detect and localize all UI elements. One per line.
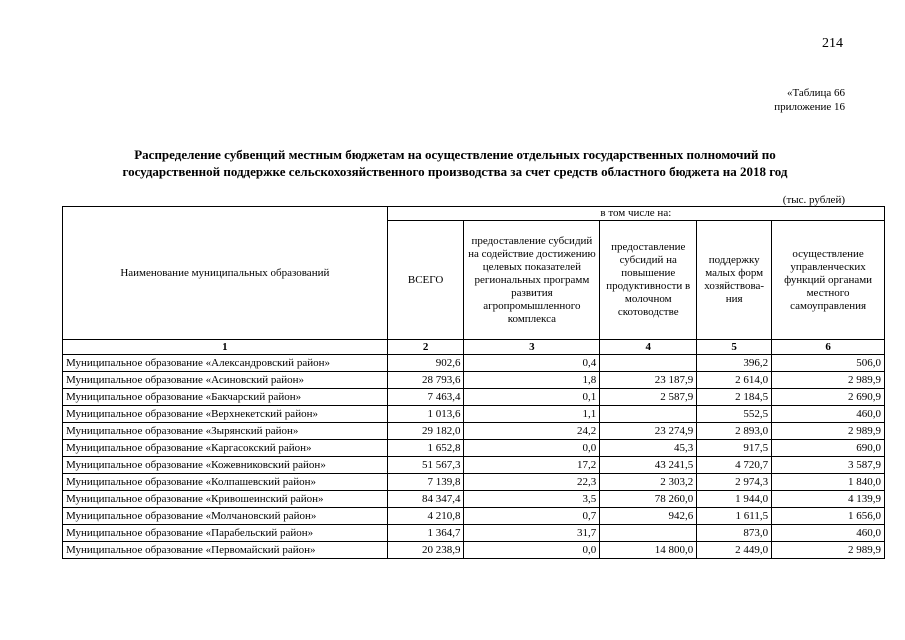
row-col3: 17,2 — [464, 457, 600, 474]
table-row — [63, 355, 885, 372]
document-title-line2: государственной поддержке сельскохозяйственного производства за счет средств областного бюджета на 2018 год — [122, 164, 788, 179]
row-col6: 4 139,9 — [772, 491, 885, 508]
row-name: Муниципальное образование «Верхнекетский район» — [63, 406, 388, 423]
row-name: Муниципальное образование «Первомайский район» — [63, 542, 388, 559]
header-including: в том числе на: — [387, 207, 884, 221]
row-col5: 2 893,0 — [697, 423, 772, 440]
row-col3: 0,0 — [464, 440, 600, 457]
header-col6: осуществление управленческих функций органами местного самоуправления — [772, 221, 885, 340]
row-name: Муниципальное образование «Александровский район» — [63, 355, 388, 372]
row-col3: 1,8 — [464, 372, 600, 389]
row-col3: 24,2 — [464, 423, 600, 440]
header-col4: предоставление субсидий на повышение продуктивности в молочном скотоводстве — [600, 221, 697, 340]
row-col4: 14 800,0 — [600, 542, 697, 559]
row-col5: 2 449,0 — [697, 542, 772, 559]
row-total: 20 238,9 — [387, 542, 464, 559]
col-number-4: 4 — [600, 340, 697, 355]
units-label: (тыс. рублей) — [782, 194, 845, 206]
row-col5: 396,2 — [697, 355, 772, 372]
table-row — [63, 406, 885, 423]
row-col3: 31,7 — [464, 525, 600, 542]
row-col4: 23 187,9 — [600, 372, 697, 389]
row-col4: 942,6 — [600, 508, 697, 525]
row-name: Муниципальное образование «Колпашевский район» — [63, 474, 388, 491]
document-title — [60, 146, 850, 180]
row-col3: 0,7 — [464, 508, 600, 525]
row-name: Муниципальное образование «Молчановский район» — [63, 508, 388, 525]
row-col4: 43 241,5 — [600, 457, 697, 474]
row-col5: 1 611,5 — [697, 508, 772, 525]
table-row — [63, 508, 885, 525]
col-number-6: 6 — [772, 340, 885, 355]
row-col5: 1 944,0 — [697, 491, 772, 508]
row-total: 7 463,4 — [387, 389, 464, 406]
row-col6: 2 690,9 — [772, 389, 885, 406]
row-col5: 2 974,3 — [697, 474, 772, 491]
row-col5: 2 614,0 — [697, 372, 772, 389]
row-col3: 0,4 — [464, 355, 600, 372]
row-name: Муниципальное образование «Асиновский район» — [63, 372, 388, 389]
row-col6: 506,0 — [772, 355, 885, 372]
header-name: Наименование муниципальных образований — [63, 207, 388, 340]
row-col6: 460,0 — [772, 406, 885, 423]
row-name: Муниципальное образование «Бакчарский район» — [63, 389, 388, 406]
row-total: 28 793,6 — [387, 372, 464, 389]
row-col5: 917,5 — [697, 440, 772, 457]
table-row — [63, 491, 885, 508]
row-col3: 3,5 — [464, 491, 600, 508]
table-row — [63, 423, 885, 440]
table-row — [63, 542, 885, 559]
row-col6: 2 989,9 — [772, 372, 885, 389]
table-row — [63, 372, 885, 389]
table-row — [63, 389, 885, 406]
table-reference — [774, 86, 845, 114]
table-row — [63, 457, 885, 474]
row-col4 — [600, 406, 697, 423]
row-total: 84 347,4 — [387, 491, 464, 508]
row-col3: 1,1 — [464, 406, 600, 423]
header-total: ВСЕГО — [387, 221, 464, 340]
row-name: Муниципальное образование «Кривошеинский район» — [63, 491, 388, 508]
table-reference-line1: «Таблица 66 — [786, 87, 845, 99]
row-col3: 0,0 — [464, 542, 600, 559]
row-col4: 78 260,0 — [600, 491, 697, 508]
row-total: 902,6 — [387, 355, 464, 372]
header-col3: предоставление субсидий на содействие достижению целевых показателей региональных программ развития агропромышленного комплекса — [464, 221, 600, 340]
col-number-2: 2 — [387, 340, 464, 355]
col-number-3: 3 — [464, 340, 600, 355]
row-col4: 45,3 — [600, 440, 697, 457]
row-name: Муниципальное образование «Зырянский район» — [63, 423, 388, 440]
row-total: 1 364,7 — [387, 525, 464, 542]
row-name: Муниципальное образование «Парабельский район» — [63, 525, 388, 542]
row-col3: 22,3 — [464, 474, 600, 491]
row-col6: 1 656,0 — [772, 508, 885, 525]
row-col4: 23 274,9 — [600, 423, 697, 440]
row-col6: 1 840,0 — [772, 474, 885, 491]
row-total: 29 182,0 — [387, 423, 464, 440]
row-col3: 0,1 — [464, 389, 600, 406]
row-col4: 2 303,2 — [600, 474, 697, 491]
row-total: 1 652,8 — [387, 440, 464, 457]
table-row — [63, 525, 885, 542]
row-col6: 2 989,9 — [772, 423, 885, 440]
row-total: 4 210,8 — [387, 508, 464, 525]
table-row — [63, 440, 885, 457]
row-col5: 552,5 — [697, 406, 772, 423]
row-total: 51 567,3 — [387, 457, 464, 474]
subvention-table — [62, 206, 885, 559]
table-body — [63, 355, 885, 559]
table-reference-line2: приложение 16 — [774, 101, 845, 113]
row-col6: 460,0 — [772, 525, 885, 542]
document-title-line1: Распределение субвенций местным бюджетам на осуществление отдельных государственных полномочий по — [134, 147, 776, 162]
row-total: 1 013,6 — [387, 406, 464, 423]
page-number: 214 — [822, 36, 843, 51]
row-col6: 3 587,9 — [772, 457, 885, 474]
row-name: Муниципальное образование «Кожевниковский район» — [63, 457, 388, 474]
row-total: 7 139,8 — [387, 474, 464, 491]
row-name: Муниципальное образование «Каргасокский район» — [63, 440, 388, 457]
header-col5: поддержку малых форм хозяйствова-ния — [697, 221, 772, 340]
row-col4 — [600, 525, 697, 542]
row-col4 — [600, 355, 697, 372]
col-number-1: 1 — [63, 340, 388, 355]
row-col6: 2 989,9 — [772, 542, 885, 559]
row-col5: 873,0 — [697, 525, 772, 542]
row-col4: 2 587,9 — [600, 389, 697, 406]
row-col5: 4 720,7 — [697, 457, 772, 474]
row-col5: 2 184,5 — [697, 389, 772, 406]
table-row — [63, 474, 885, 491]
col-number-5: 5 — [697, 340, 772, 355]
row-col6: 690,0 — [772, 440, 885, 457]
